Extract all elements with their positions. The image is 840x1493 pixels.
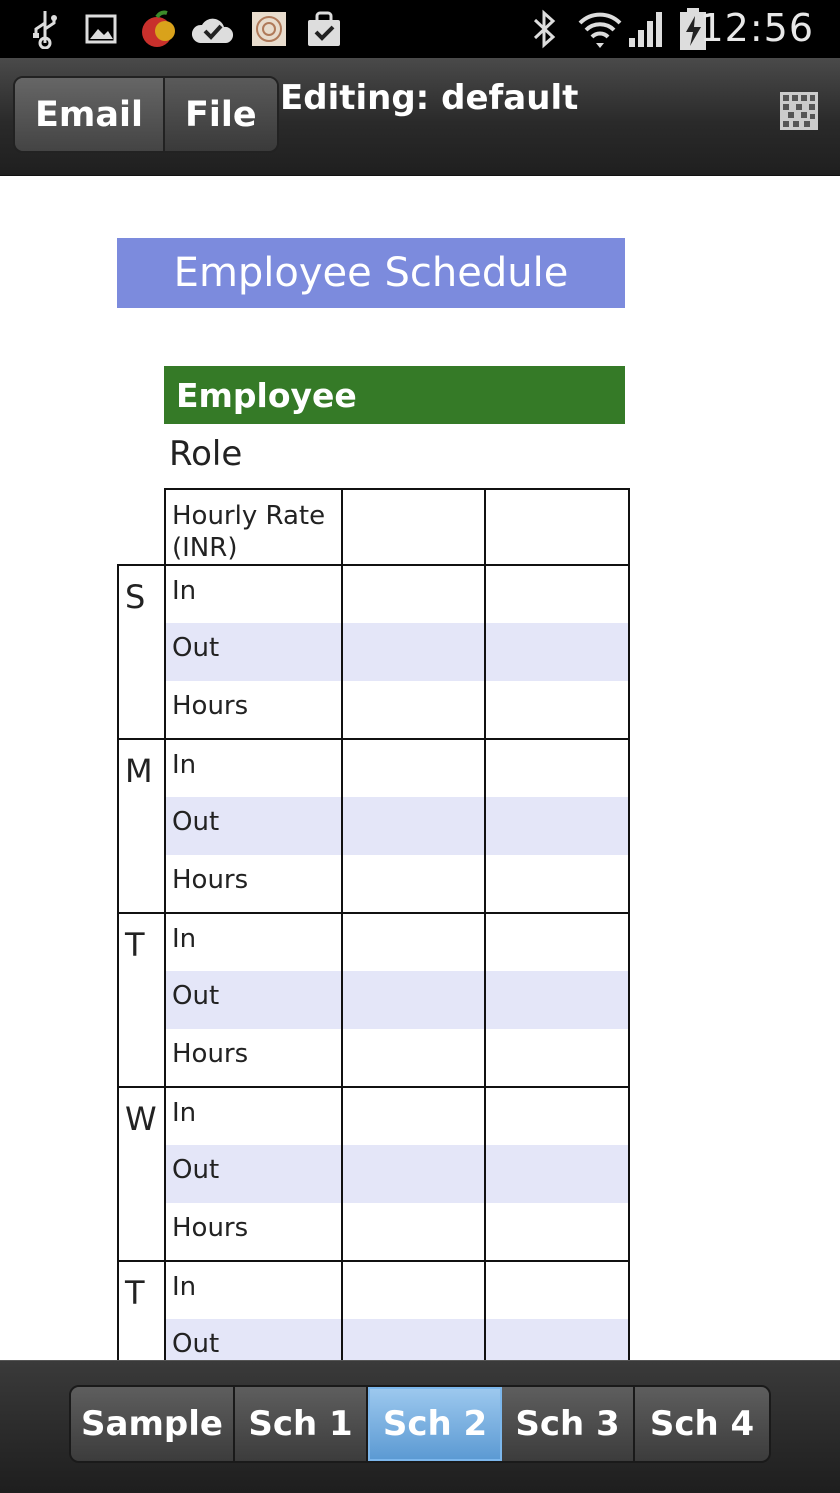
rate-cell[interactable] <box>485 489 629 565</box>
value-cell[interactable] <box>342 565 485 623</box>
row-label-cell[interactable]: Out <box>165 1319 342 1360</box>
day-letter-cell[interactable]: W <box>118 1087 165 1261</box>
schedule-row <box>118 971 629 1029</box>
value-cell[interactable] <box>342 971 485 1029</box>
value-cell[interactable] <box>342 1203 485 1261</box>
sheet-banner[interactable]: Employee Schedule <box>117 238 625 308</box>
value-cell[interactable] <box>342 1029 485 1087</box>
value-cell[interactable] <box>342 797 485 855</box>
fruit-app-icon <box>136 8 178 50</box>
value-cell[interactable] <box>485 1319 629 1360</box>
row-label-cell[interactable]: Out <box>165 797 342 855</box>
schedule-row <box>118 1319 629 1360</box>
editing-title: Editing: default <box>280 78 579 118</box>
tab-sch-3[interactable]: Sch 3 <box>502 1387 635 1461</box>
value-cell[interactable] <box>485 623 629 681</box>
schedule-row <box>118 1261 629 1319</box>
signal-icon <box>626 8 666 50</box>
bag-check-icon <box>304 8 344 50</box>
value-cell[interactable] <box>485 739 629 797</box>
status-bar <box>0 0 840 58</box>
value-cell[interactable] <box>485 1029 629 1087</box>
sheet-tabs <box>69 1385 771 1463</box>
row-label-cell[interactable]: In <box>165 1261 342 1319</box>
row-label-cell[interactable]: In <box>165 913 342 971</box>
value-cell[interactable] <box>342 1145 485 1203</box>
row-label-cell[interactable]: In <box>165 1087 342 1145</box>
row-label-cell[interactable]: Hours <box>165 681 342 739</box>
value-cell[interactable] <box>485 855 629 913</box>
value-cell[interactable] <box>342 681 485 739</box>
row-label-cell[interactable]: Out <box>165 971 342 1029</box>
email-button[interactable]: Email <box>15 78 163 151</box>
wifi-icon <box>578 8 622 50</box>
usb-icon <box>28 8 62 50</box>
day-letter-cell[interactable]: M <box>118 739 165 913</box>
schedule-row <box>118 1203 629 1261</box>
role-label[interactable]: Role <box>169 434 243 474</box>
grid-icon[interactable] <box>780 92 818 130</box>
row-label-cell[interactable]: In <box>165 739 342 797</box>
day-letter-cell[interactable]: T <box>118 1261 165 1360</box>
schedule-row <box>118 1145 629 1203</box>
row-label-cell[interactable]: Out <box>165 623 342 681</box>
value-cell[interactable] <box>342 739 485 797</box>
value-cell[interactable] <box>342 913 485 971</box>
file-button[interactable]: File <box>163 78 277 151</box>
schedule-row <box>118 623 629 681</box>
schedule-table <box>117 488 630 1360</box>
schedule-row <box>118 739 629 797</box>
schedule-row <box>118 797 629 855</box>
schedule-row <box>118 855 629 913</box>
schedule-row <box>118 565 629 623</box>
row-label-cell[interactable]: Hours <box>165 1029 342 1087</box>
value-cell[interactable] <box>485 565 629 623</box>
day-letter-cell[interactable]: T <box>118 913 165 1087</box>
schedule-row <box>118 1087 629 1145</box>
value-cell[interactable] <box>485 1261 629 1319</box>
schedule-row <box>118 681 629 739</box>
hourly-rate-row <box>118 489 629 565</box>
image-icon <box>84 8 118 50</box>
value-cell[interactable] <box>485 913 629 971</box>
value-cell[interactable] <box>342 623 485 681</box>
value-cell[interactable] <box>342 1319 485 1360</box>
value-cell[interactable] <box>485 1203 629 1261</box>
schedule-sheet[interactable] <box>0 176 840 1360</box>
schedule-row <box>118 1029 629 1087</box>
cloud-check-icon <box>190 8 236 50</box>
schedule-row <box>118 913 629 971</box>
tab-sch-1[interactable]: Sch 1 <box>235 1387 368 1461</box>
status-time: 12:56 <box>699 6 814 50</box>
row-label-cell[interactable]: In <box>165 565 342 623</box>
tab-sch-4[interactable]: Sch 4 <box>635 1387 769 1461</box>
row-label-cell[interactable]: Out <box>165 1145 342 1203</box>
action-button-group <box>13 76 279 153</box>
tab-sch-2[interactable]: Sch 2 <box>368 1387 502 1461</box>
app-badge-icon <box>250 8 288 50</box>
value-cell[interactable] <box>485 1145 629 1203</box>
value-cell[interactable] <box>342 1087 485 1145</box>
rate-cell[interactable] <box>342 489 485 565</box>
value-cell[interactable] <box>485 797 629 855</box>
value-cell[interactable] <box>485 971 629 1029</box>
value-cell[interactable] <box>342 1261 485 1319</box>
bluetooth-icon <box>528 8 560 50</box>
action-bar <box>0 58 840 176</box>
empty-cell <box>118 489 165 565</box>
employee-header[interactable]: Employee <box>164 366 625 424</box>
row-label-cell[interactable]: Hours <box>165 855 342 913</box>
sheet-tab-bar <box>0 1360 840 1493</box>
tab-sample[interactable]: Sample <box>71 1387 235 1461</box>
value-cell[interactable] <box>342 855 485 913</box>
day-letter-cell[interactable]: S <box>118 565 165 739</box>
value-cell[interactable] <box>485 1087 629 1145</box>
row-label-cell[interactable]: Hours <box>165 1203 342 1261</box>
hourly-rate-label[interactable]: Hourly Rate (INR) <box>165 489 342 565</box>
value-cell[interactable] <box>485 681 629 739</box>
